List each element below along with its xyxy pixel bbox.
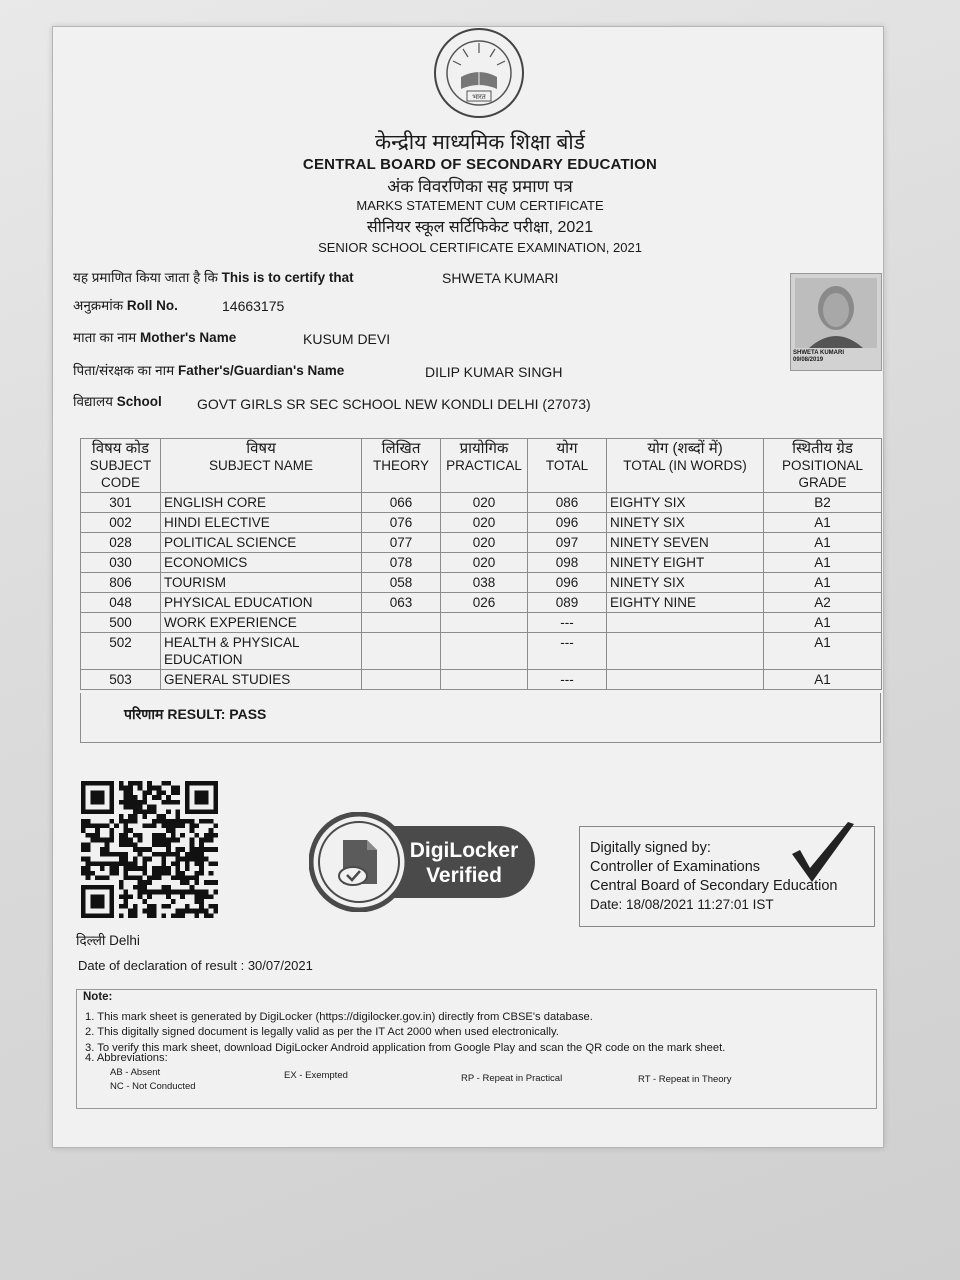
cell-words: EIGHTY NINE xyxy=(607,593,764,613)
cell-name: PHYSICAL EDUCATION xyxy=(161,593,362,613)
cell-total: --- xyxy=(528,670,607,690)
father-name-label: पिता/संरक्षक का नाम Father's/Guardian's Name xyxy=(73,363,345,378)
abbreviation-item: EX - Exempted xyxy=(284,1070,348,1081)
note-line: 1. This mark sheet is generated by DigiLocker (https://digilocker.gov.in) directly from CBSE's database. xyxy=(85,1011,593,1023)
cell-theory: 063 xyxy=(362,593,441,613)
exam-title-hindi: सीनियर स्कूल सर्टिफिकेट परीक्षा, 2021 xyxy=(366,219,594,236)
column-header: प्रायोगिक PRACTICAL xyxy=(441,439,528,493)
cell-code: 002 xyxy=(81,513,161,533)
cell-total: 096 xyxy=(528,573,607,593)
school-name: GOVT GIRLS SR SEC SCHOOL NEW KONDLI DELHI (27073) xyxy=(197,396,591,412)
column-header: योग (शब्दों में) TOTAL (IN WORDS) xyxy=(607,439,764,493)
digilocker-verified-badge xyxy=(309,812,537,912)
student-name: SHWETA KUMARI xyxy=(442,270,559,286)
cell-practical: 020 xyxy=(441,553,528,573)
cbse-emblem-icon xyxy=(433,27,525,119)
cell-name: ECONOMICS xyxy=(161,553,362,573)
cell-practical: 026 xyxy=(441,593,528,613)
qr-code-icon[interactable] xyxy=(81,781,218,918)
checkmark-icon xyxy=(788,820,858,884)
cell-grade: A1 xyxy=(764,573,882,593)
cell-name: POLITICAL SCIENCE xyxy=(161,533,362,553)
cell-practical xyxy=(441,613,528,633)
cell-grade: B2 xyxy=(764,493,882,513)
exam-title-english: SENIOR SCHOOL CERTIFICATE EXAMINATION, 2021 xyxy=(318,240,642,255)
cell-theory: 078 xyxy=(362,553,441,573)
cell-theory xyxy=(362,670,441,690)
table-row xyxy=(81,533,882,553)
cell-code: 048 xyxy=(81,593,161,613)
cell-grade: A1 xyxy=(764,533,882,553)
school-label: विद्यालय School xyxy=(73,394,162,409)
cell-words xyxy=(607,670,764,690)
signature-date: Date: 18/08/2021 11:27:01 IST xyxy=(590,897,774,912)
cell-practical xyxy=(441,633,528,670)
cell-words: NINETY SIX xyxy=(607,573,764,593)
cell-theory: 058 xyxy=(362,573,441,593)
cell-code: 030 xyxy=(81,553,161,573)
cloud-icon xyxy=(339,867,367,885)
column-header: योग TOTAL xyxy=(528,439,607,493)
cell-name: WORK EXPERIENCE xyxy=(161,613,362,633)
cell-name: GENERAL STUDIES xyxy=(161,670,362,690)
cell-words: NINETY SIX xyxy=(607,513,764,533)
cell-words: NINETY EIGHT xyxy=(607,553,764,573)
cell-grade: A1 xyxy=(764,613,882,633)
note-line: 4. Abbreviations: xyxy=(85,1052,168,1064)
cell-theory: 076 xyxy=(362,513,441,533)
cell-total: --- xyxy=(528,613,607,633)
cell-words xyxy=(607,613,764,633)
cell-code: 502 xyxy=(81,633,161,670)
cell-grade: A1 xyxy=(764,633,882,670)
signer-title: Controller of Examinations xyxy=(590,859,761,875)
cell-total: 089 xyxy=(528,593,607,613)
cell-code: 806 xyxy=(81,573,161,593)
note-line: 3. To verify this mark sheet, download DigiLocker Android application from Google Play and scan the QR code on the mark sheet. xyxy=(85,1042,726,1054)
cell-practical: 020 xyxy=(441,493,528,513)
cell-words: NINETY SEVEN xyxy=(607,533,764,553)
cell-grade: A1 xyxy=(764,513,882,533)
cell-total: 096 xyxy=(528,513,607,533)
table-row xyxy=(81,613,882,633)
cell-code: 301 xyxy=(81,493,161,513)
column-header: विषय कोड SUBJECT CODE xyxy=(81,439,161,493)
mother-name-label: माता का नाम Mother's Name xyxy=(73,330,237,345)
table-row xyxy=(81,593,882,613)
column-header: विषय SUBJECT NAME xyxy=(161,439,362,493)
table-row xyxy=(81,513,882,533)
cell-practical: 038 xyxy=(441,573,528,593)
table-row xyxy=(81,573,882,593)
document-title-hindi: अंक विवरणिका सह प्रमाण पत्र xyxy=(387,177,573,196)
cell-total: 086 xyxy=(528,493,607,513)
table-row xyxy=(81,493,882,513)
roll-number-label: अनुक्रमांक Roll No. xyxy=(73,298,178,313)
cell-total: 097 xyxy=(528,533,607,553)
cell-practical: 020 xyxy=(441,513,528,533)
marks-table xyxy=(80,438,882,690)
cell-grade: A1 xyxy=(764,670,882,690)
abbreviation-item: NC - Not Conducted xyxy=(110,1081,196,1092)
cell-grade: A2 xyxy=(764,593,882,613)
table-row xyxy=(81,633,882,670)
table-row xyxy=(81,670,882,690)
cell-words xyxy=(607,633,764,670)
cell-name: HINDI ELECTIVE xyxy=(161,513,362,533)
cell-total: 098 xyxy=(528,553,607,573)
document-title-english: MARKS STATEMENT CUM CERTIFICATE xyxy=(356,198,604,213)
table-row xyxy=(81,553,882,573)
cell-total: --- xyxy=(528,633,607,670)
cell-grade: A1 xyxy=(764,553,882,573)
place-label: दिल्ली Delhi xyxy=(76,933,140,948)
cell-code: 028 xyxy=(81,533,161,553)
note-line: 2. This digitally signed document is legally valid as per the IT Act 2000 when used electronically. xyxy=(85,1026,559,1038)
cell-code: 500 xyxy=(81,613,161,633)
cell-words: EIGHTY SIX xyxy=(607,493,764,513)
result-status: परिणाम RESULT: PASS xyxy=(124,706,267,722)
cell-name: TOURISM xyxy=(161,573,362,593)
cell-theory xyxy=(362,613,441,633)
column-header: स्थितीय ग्रेड POSITIONAL GRADE xyxy=(764,439,882,493)
board-name-english: CENTRAL BOARD OF SECONDARY EDUCATION xyxy=(302,156,658,173)
svg-text:भारत: भारत xyxy=(472,93,486,101)
cell-theory: 077 xyxy=(362,533,441,553)
cell-practical xyxy=(441,670,528,690)
roll-number: 14663175 xyxy=(222,298,285,314)
photo-caption: SHWETA KUMARI 09/08/2019 xyxy=(793,350,844,363)
cell-practical: 020 xyxy=(441,533,528,553)
cell-name: HEALTH & PHYSICAL EDUCATION xyxy=(161,633,362,670)
column-header: लिखित THEORY xyxy=(362,439,441,493)
table-header-row xyxy=(81,439,882,493)
abbreviation-item: RP - Repeat in Practical xyxy=(461,1073,563,1084)
abbreviation-item: AB - Absent xyxy=(110,1067,161,1078)
svg-text:DigiLocker: DigiLocker xyxy=(409,839,519,862)
father-name: DILIP KUMAR SINGH xyxy=(425,364,563,380)
mother-name: KUSUM DEVI xyxy=(303,331,391,347)
cell-code: 503 xyxy=(81,670,161,690)
cell-theory xyxy=(362,633,441,670)
svg-text:Verified: Verified xyxy=(426,864,502,887)
notes-title: Note: xyxy=(83,991,113,1003)
declaration-date: Date of declaration of result : 30/07/2021 xyxy=(78,958,313,973)
cell-name: ENGLISH CORE xyxy=(161,493,362,513)
board-name-hindi: केन्द्रीय माध्यमिक शिक्षा बोर्ड xyxy=(375,131,585,154)
signed-by-label: Digitally signed by: xyxy=(590,840,711,856)
certify-label: यह प्रमाणित किया जाता है कि This is to certify that xyxy=(73,270,354,285)
cell-theory: 066 xyxy=(362,493,441,513)
abbreviation-item: RT - Repeat in Theory xyxy=(638,1074,732,1085)
signer-organization: Central Board of Secondary Education xyxy=(590,878,838,894)
